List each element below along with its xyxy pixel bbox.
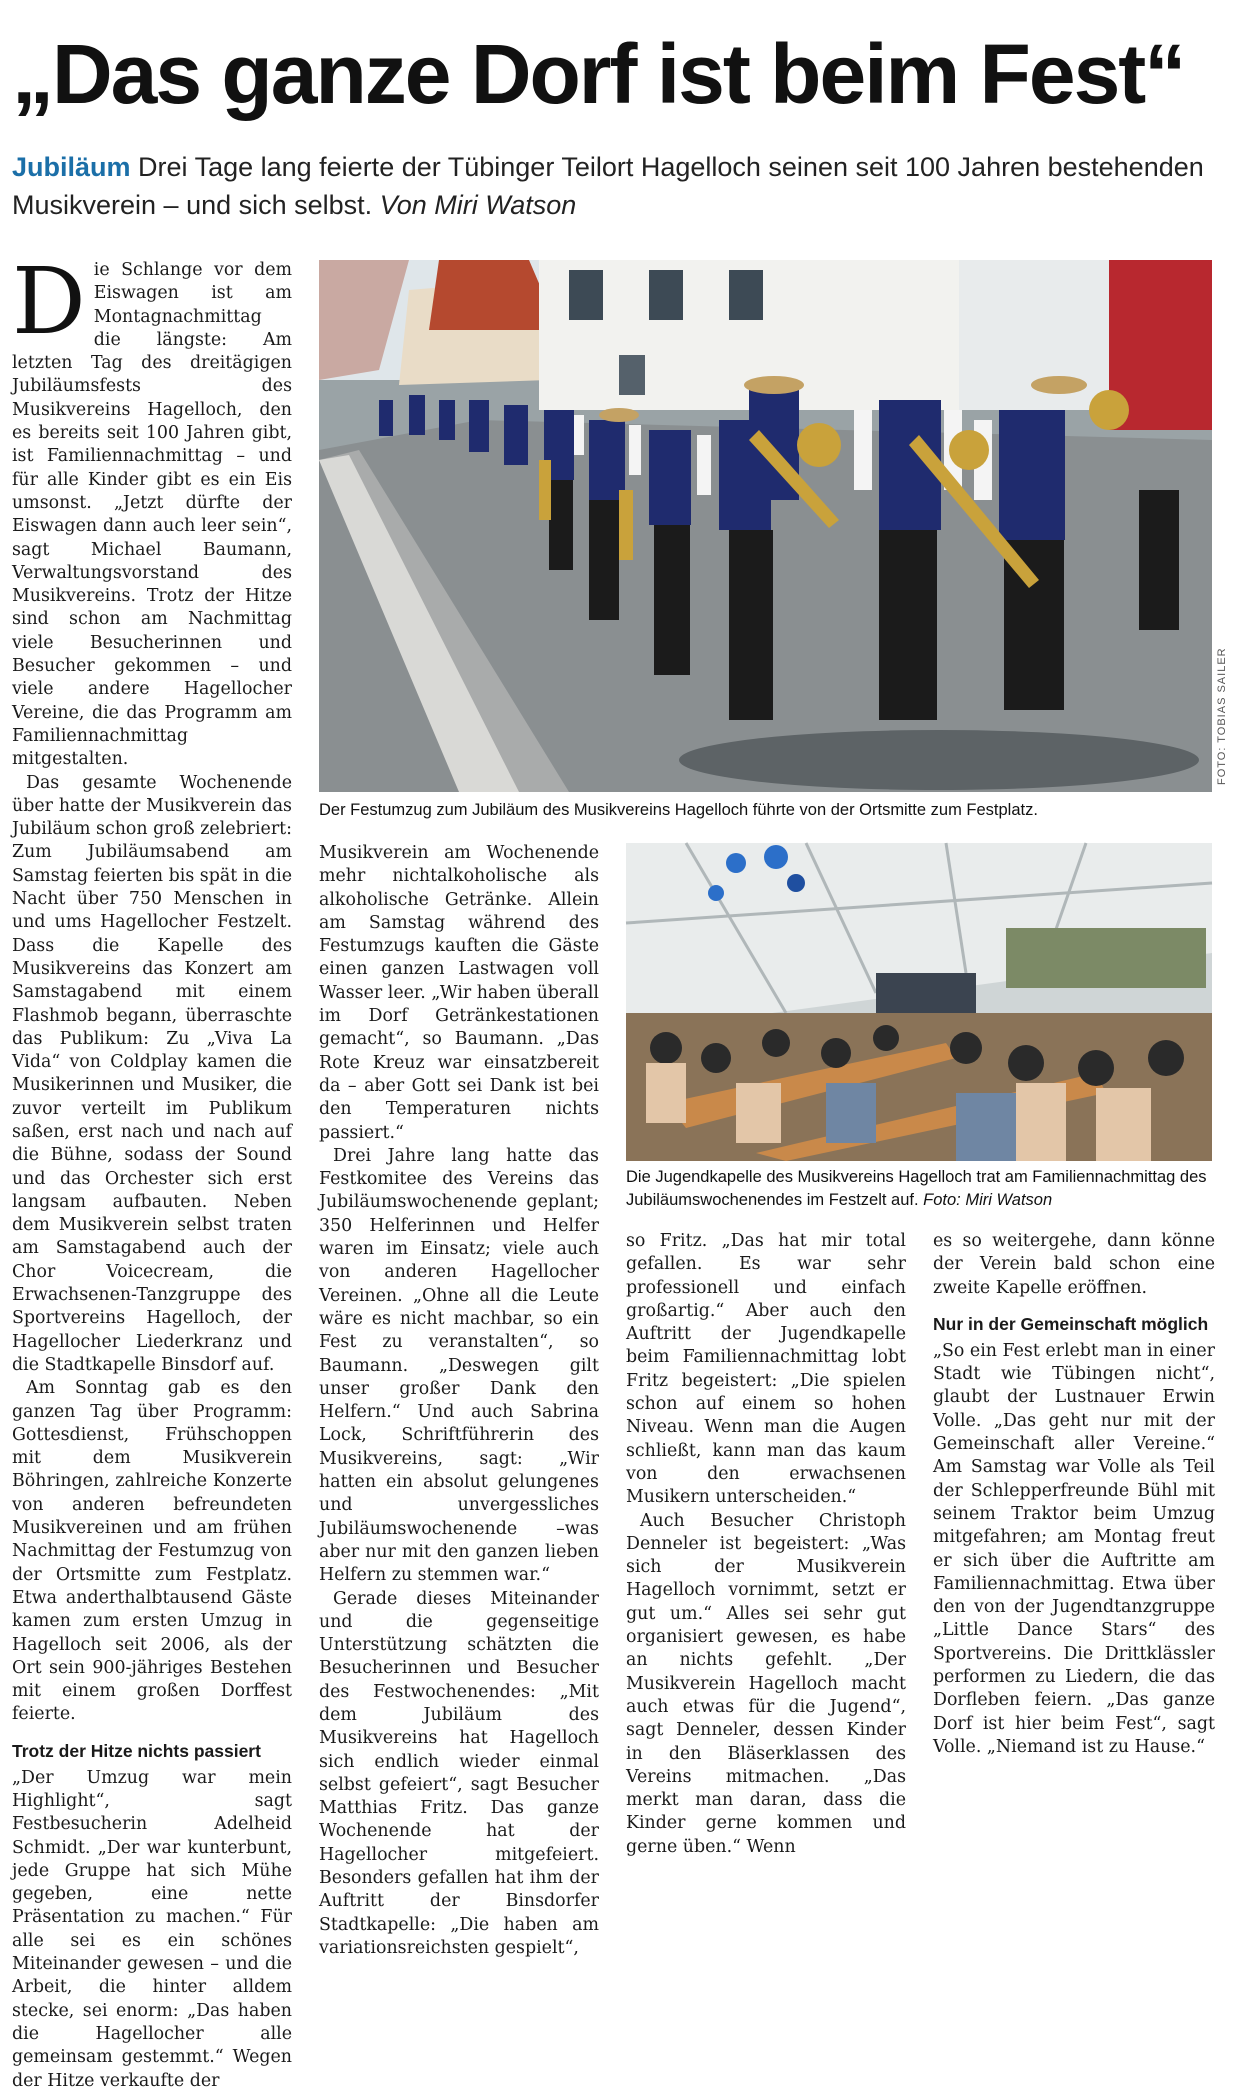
paragraph: Musikverein am Wochenende mehr nichtalkoholische als alkoholische Getränke. Allein am Samstag während des Festumzugs kauften die Gäste einen ganzen Lastwagen voll Wasser leer. „Wir haben überall im Dorf Getränkestationen gemacht“, so Baumann. „Das Rote Kreuz war einsatzbereit da – aber Gott sei Dank ist bei den Temperaturen nichts passiert.“ <box>319 843 599 1143</box>
photo-credit: Foto: Miri Watson <box>923 1191 1053 1209</box>
article-column-2 <box>319 842 599 1960</box>
article-column-4 <box>933 1230 1215 1759</box>
section-heading: Nur in der Gemeinschaft möglich <box>933 1313 1209 1334</box>
paragraph <box>12 248 292 772</box>
subhead-kicker: Jubiläum <box>12 152 131 182</box>
author-byline: Von Miri Watson <box>379 190 577 220</box>
paragraph: so Fritz. „Das hat mir total gefallen. Es war sehr professionell und einfach großartig.“ Aber auch den Auftritt der Jugendkapelle beim Familiennachmittag lobt Fritz begeistert: „Die spielen schon auf einem so hohen Niveau. Wenn man die Augen schließt, kann man das kaum von den erwachsenen Musikern unterscheiden.“ <box>626 1231 906 1508</box>
paragraph: „Der Umzug war mein Highlight“, sagt Festbesucherin Adelheid Schmidt. „Der war kunterbunt, jede Gruppe hat sich Mühe gegeben, eine nette Präsentation zu machen.“ Für alle sei es ein schönes Miteinander gewesen – und die Arbeit, die hinter alldem stecke, sei enorm: „Das haben die Hagellocher alle gemeinsam gestemmt.“ Wegen der Hitze verkaufte der <box>12 1767 292 2091</box>
dropcap: D <box>12 248 86 355</box>
paragraph: Am Sonntag gab es den ganzen Tag über Programm: Gottesdienst, Frühschoppen mit dem Musikverein Böhringen, zahlreiche Konzerte von anderen befreundeten Musikvereinen und am frühen Nachmittag der Festumzug von der Ortsmitte zum Festplatz. Etwa anderthalbtausend Gäste kamen zum ersten Umzug in Hagelloch seit 2006, als der Ort sein 900-jähriges Bestehen mit einem großen Dorffest feierte. <box>12 1378 292 1725</box>
photo-caption: Der Festumzug zum Jubiläum des Musikvereins Hagelloch führte von der Ortsmitte zum Festplatz. <box>319 801 1038 819</box>
headline: „Das ganze Dorf ist beim Fest“ <box>12 27 1185 121</box>
paragraph: es so weitergehe, dann könne der Verein bald schon eine zweite Kapelle eröffnen. <box>933 1231 1215 1298</box>
article-column-1 <box>12 248 292 2093</box>
paragraph: Gerade dieses Miteinander und die gegenseitige Unterstützung schätzten die Besucherinnen und Besucher des Festwochenendes: „Mit dem Jubiläum des Musikvereins hat Hagelloch sich endlich wieder einmal selbst gefeiert“, sagt Besucher Matthias Fritz. Das ganze Wochenende hat der Hagellocher mitgefeiert. Besonders gefallen hat ihm der Auftritt der Binsdorfer Stadtkapelle: „Die haben am variationsreichsten gespielt“, <box>319 1588 599 1958</box>
section-heading: Trotz der Hitze nichts passiert <box>12 1740 261 1761</box>
marching-band-photo <box>319 260 1212 792</box>
paragraph: Auch Besucher Christoph Denneler ist begeistert: „Was sich der Musikverein Hagelloch vornimmt, setzt er gut um.“ Alles sei sehr gut organisiert gewesen, es habe an nichts gefehlt. „Der Musikverein Hagelloch macht auch etwas für die Jugend“, sagt Denneler, dessen Kinder in den Bläserklassen des Vereins mitmachen. „Das merkt man daran, dass die Kinder gerne kommen und gerne üben.“ Wenn <box>626 1510 906 1857</box>
photo-caption <box>626 1166 1216 1212</box>
festival-tent-image <box>626 843 1212 1161</box>
paragraph: Drei Jahre lang hatte das Festkomitee des Vereins das Jubiläumswochenende geplant; 350 Helferinnen und Helfer waren im Einsatz; viele auch von anderen Hagellocher Vereinen. „Ohne all die Leute wäre es nicht machbar, so ein Fest zu veranstalten“, so Baumann. „Deswegen gilt unser großer Dank den Helfern.“ Und auch Sabrina Lock, Schriftführerin des Musikvereins, sagt: „Wir hatten ein absolut gelungenes und unvergessliches Jubiläumswochenende –was aber nur mit den ganzen lieben Helfern zu stemmen war.“ <box>319 1145 599 1586</box>
marching-band-image <box>319 260 1212 792</box>
article-column-3 <box>626 1230 906 1859</box>
subhead-text: Drei Tage lang feierte der Tübinger Teilort Hagelloch seinen seit 100 Jahren bestehenden Musikverein – und sich selbst. <box>12 152 1204 220</box>
festival-tent-photo <box>626 843 1212 1161</box>
subhead <box>12 148 1212 224</box>
photo-credit-vertical: FOTO: TOBIAS SAILER <box>1216 647 1228 785</box>
photo-caption-text: Die Jugendkapelle des Musikvereins Hagelloch trat am Familiennachmittag des Jubiläumswochenendes im Festzelt auf. <box>626 1168 1207 1209</box>
paragraph: „So ein Fest erlebt man in einer Stadt wie Tübingen nicht“, glaubt der Lustnauer Erwin Volle. „Das geht nur mit der Gemeinschaft aller Vereine.“ Am Samstag war Volle als Teil der Schlepperfreunde Bühl mit seinem Traktor beim Umzug mitgefahren; am Montag freut er sich über die Auftritte am Familiennachmittag. Etwa über den von der Jugendtanzgruppe „Little Dance Stars“ des Sportvereins. Die Drittklässler performen zu Liedern, die das Dorfleben feiern. „Das ganze Dorf ist hier beim Fest“, sagt Volle. „Niemand ist zu Hause.“ <box>933 1340 1215 1757</box>
paragraph-text: ie Schlange vor dem Eiswagen ist am Montagnachmittag die längste: Am letzten Tag des dreitägigen Jubiläumsfests des Musikvereins Hagelloch, den es bereits seit 100 Jahren gibt, ist Familiennachmittag – und für alle Kinder gibt es ein Eis umsonst. „Jetzt dürfte der Eiswagen dann auch leer sein“, sagt Michael Baumann, Verwaltungsvorstand des Musikvereins. Trotz der Hitze sind schon am Nachmittag viele Besucherinnen und Besucher gekommen – und viele andere Hagellocher Vereine, die das Programm am Familiennachmittag mitgestalten. <box>12 260 292 770</box>
paragraph: Das gesamte Wochenende über hatte der Musikverein das Jubiläum schon groß zelebriert: Zum Jubiläumsabend am Samstag feierten bis spät in die Nacht über 750 Menschen in und ums Hagellocher Festzelt. Dass die Kapelle des Musikvereins das Konzert am Samstagabend mit einem Flashmob begann, überraschte das Publikum: Zu „Viva La Vida“ von Coldplay kamen die Musikerinnen und Musiker, die zuvor verteilt im Publikum saßen, erst nach und nach auf die Bühne, sodass der Sound und das Orchester sich erst langsam aufbauten. Neben dem Musikverein selbst traten am Samstagabend auch der Chor Voicecream, die Erwachsenen-Tanzgruppe des Sportvereins Hagelloch, der Hagellocher Liederkranz und die Stadtkapelle Binsdorf auf. <box>12 772 292 1375</box>
